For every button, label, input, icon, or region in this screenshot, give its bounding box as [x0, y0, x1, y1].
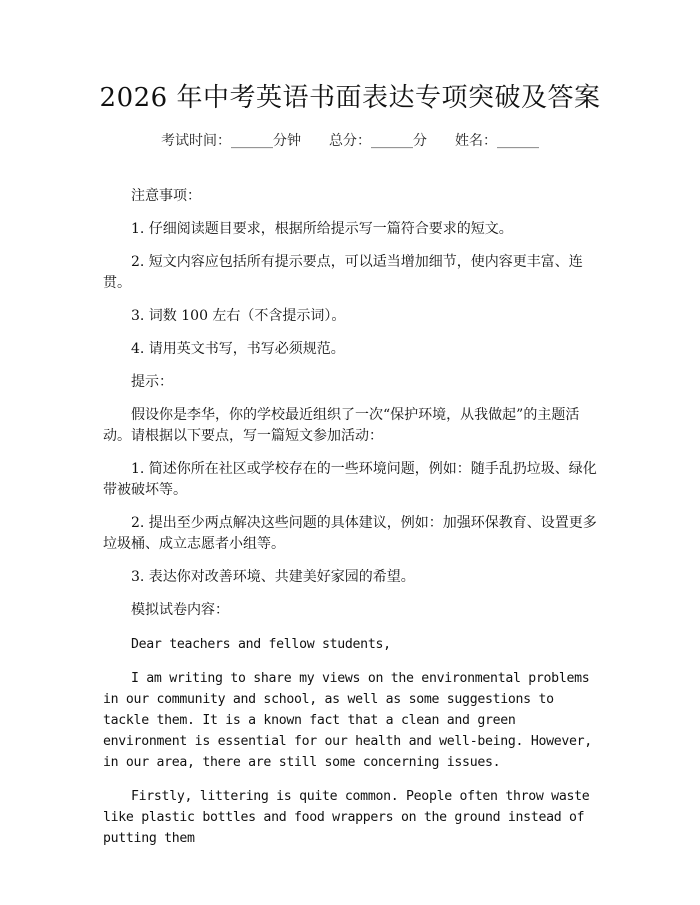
total-score-field: 总分：______分 [329, 133, 427, 149]
notice-item: 3. 词数 100 左右（不含提示词）。 [131, 308, 346, 324]
essay-salutation: Dear teachers and fellow students, [131, 637, 391, 652]
essay-paragraph: I am writing to share my views on the environmental problems in our community and school, as well as some suggestions to tackle them. It is a known fact that a clean and green environment is essential for our health and well-being. However, in our area, there are still some concerning issues. [103, 671, 592, 770]
hint-item: 2. 提出至少两点解决这些问题的具体建议，例如：加强环保教育、设置更多垃圾桶、成立志愿者小组等。 [103, 515, 597, 552]
notice-item: 4. 请用英文书写，书写必须规范。 [131, 341, 345, 357]
hint-intro: 假设你是李华，你的学校最近组织了一次“保护环境，从我做起”的主题活动。请根据以下要点，写一篇短文参加活动： [103, 407, 580, 444]
exam-meta-line [0, 130, 700, 152]
exam-time-field: 考试时间：______分钟 [161, 133, 301, 149]
student-name-field: 姓名：______ [455, 133, 539, 149]
sample-heading: 模拟试卷内容： [131, 602, 229, 618]
document-body [103, 186, 600, 849]
essay-paragraph: Firstly, littering is quite common. People often throw waste like plastic bottles and food wrappers on the ground instead of putting them [103, 789, 590, 846]
hint-heading: 提示： [131, 374, 173, 390]
hint-item: 1. 简述你所在社区或学校存在的一些环境问题，例如：随手乱扔垃圾、绿化带被破坏等。 [103, 461, 597, 498]
page-title: 2026 年中考英语书面表达专项突破及答案 [99, 83, 601, 113]
notice-heading: 注意事项： [131, 188, 201, 204]
hint-item: 3. 表达你对改善环境、共建美好家园的希望。 [131, 569, 415, 585]
notice-item: 1. 仔细阅读题目要求，根据所给提示写一篇符合要求的短文。 [131, 221, 513, 237]
notice-item: 2. 短文内容应包括所有提示要点，可以适当增加细节，使内容更丰富、连贯。 [103, 254, 583, 291]
